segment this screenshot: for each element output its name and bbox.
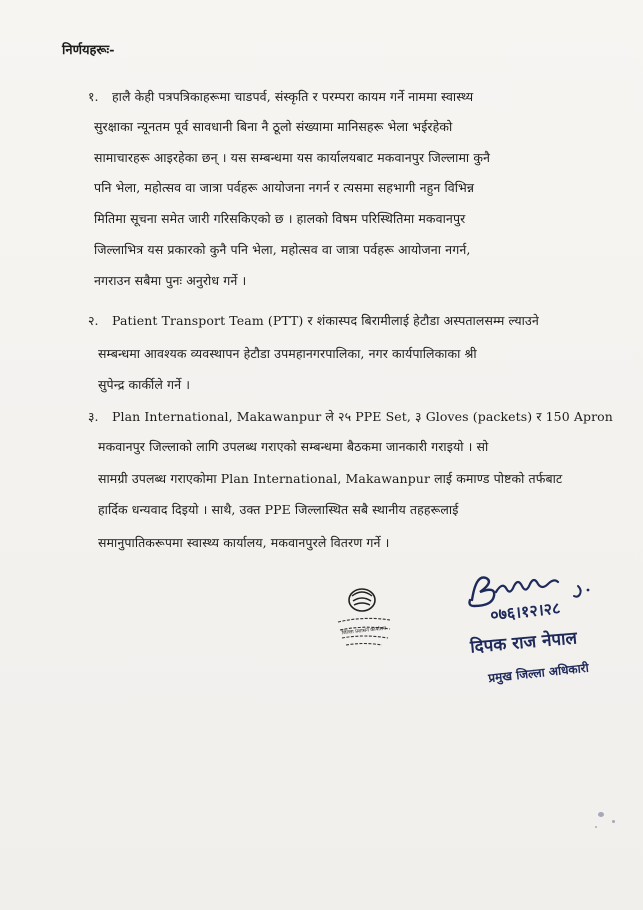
item-line: सामाचारहरू आइरहेका छन् । यस सम्बन्धमा यस कार्यालयबाट मकवानपुर जिल्लामा कुनै [94,150,491,165]
item-line: नगराउन सबैमा पुनः अनुरोध गर्ने । [94,273,247,288]
item-number: १. [88,89,99,104]
office-seal-stamp [332,584,396,650]
signatory-title: प्रमुख जिल्ला अधिकारी [487,660,590,686]
ink-speck [598,812,604,817]
item-line: सुपेन्द्र कार्कीले गर्ने । [98,377,191,392]
item-line: हार्दिक धन्यवाद दिइयो । साथै, उक्त PPE जिल्लास्थित सबै स्थानीय तहहरूलाई [98,502,459,517]
signatory-name: दिपक राज नेपाल [469,628,578,658]
ink-speck [612,820,615,823]
item-line: मकवानपुर जिल्लाको लागि उपलब्ध गराएको सम्बन्धमा बैठकमा जानकारी गराइयो । सो [98,439,489,454]
item-line: Plan International, Makawanpur ले २५ PPE Set, ३ Gloves (packets) र 150 Apron [112,409,613,424]
seal-text: जिल्ला प्रशासन कार्यालय [341,625,387,637]
item-line: हालै केही पत्रपत्रिकाहरूमा चाडपर्व, संस्कृति र परम्परा कायम गर्ने नाममा स्वास्थ्य [112,89,474,104]
signature-date: ०७६।१२।२८ [489,598,562,625]
item-line: सम्बन्धमा आवश्यक व्यवस्थापन हेटौडा उपमहानगरपालिका, नगर कार्यपालिकाका श्री [98,346,477,361]
item-line: पनि भेला, महोत्सव वा जात्रा पर्वहरू आयोजना नगर्न र त्यसमा सहभागी नहुन विभिन्न [94,180,475,195]
item-line: सामग्री उपलब्ध गराएकोमा Plan International, Makawanpur लाई कमाण्ड पोष्टको तर्फबाट [98,471,563,486]
item-line: मितिमा सूचना समेत जारी गरिसकिएको छ । हालको विषम परिस्थितिमा मकवानपुर [94,211,466,226]
item-number: २. [88,313,99,328]
item-line: सुरक्षाका न्यूनतम पूर्व सावधानी बिना नै ठूलो संख्यामा मानिसहरू भेला भईरहेको [94,119,453,134]
item-line: Patient Transport Team (PTT) र शंकास्पद बिरामीलाई हेटौडा अस्पतालसम्म ल्याउने [112,313,539,328]
item-number: ३. [88,409,99,424]
item-line: समानुपातिकरूपमा स्वास्थ्य कार्यालय, मकवानपुरले वितरण गर्ने । [98,535,390,550]
item-line: जिल्लाभित्र यस प्रकारको कुनै पनि भेला, महोत्सव वा जात्रा पर्वहरू आयोजना नगर्न, [94,242,471,257]
decisions-heading: निर्णयहरूः- [62,43,115,58]
ink-speck [595,826,597,828]
